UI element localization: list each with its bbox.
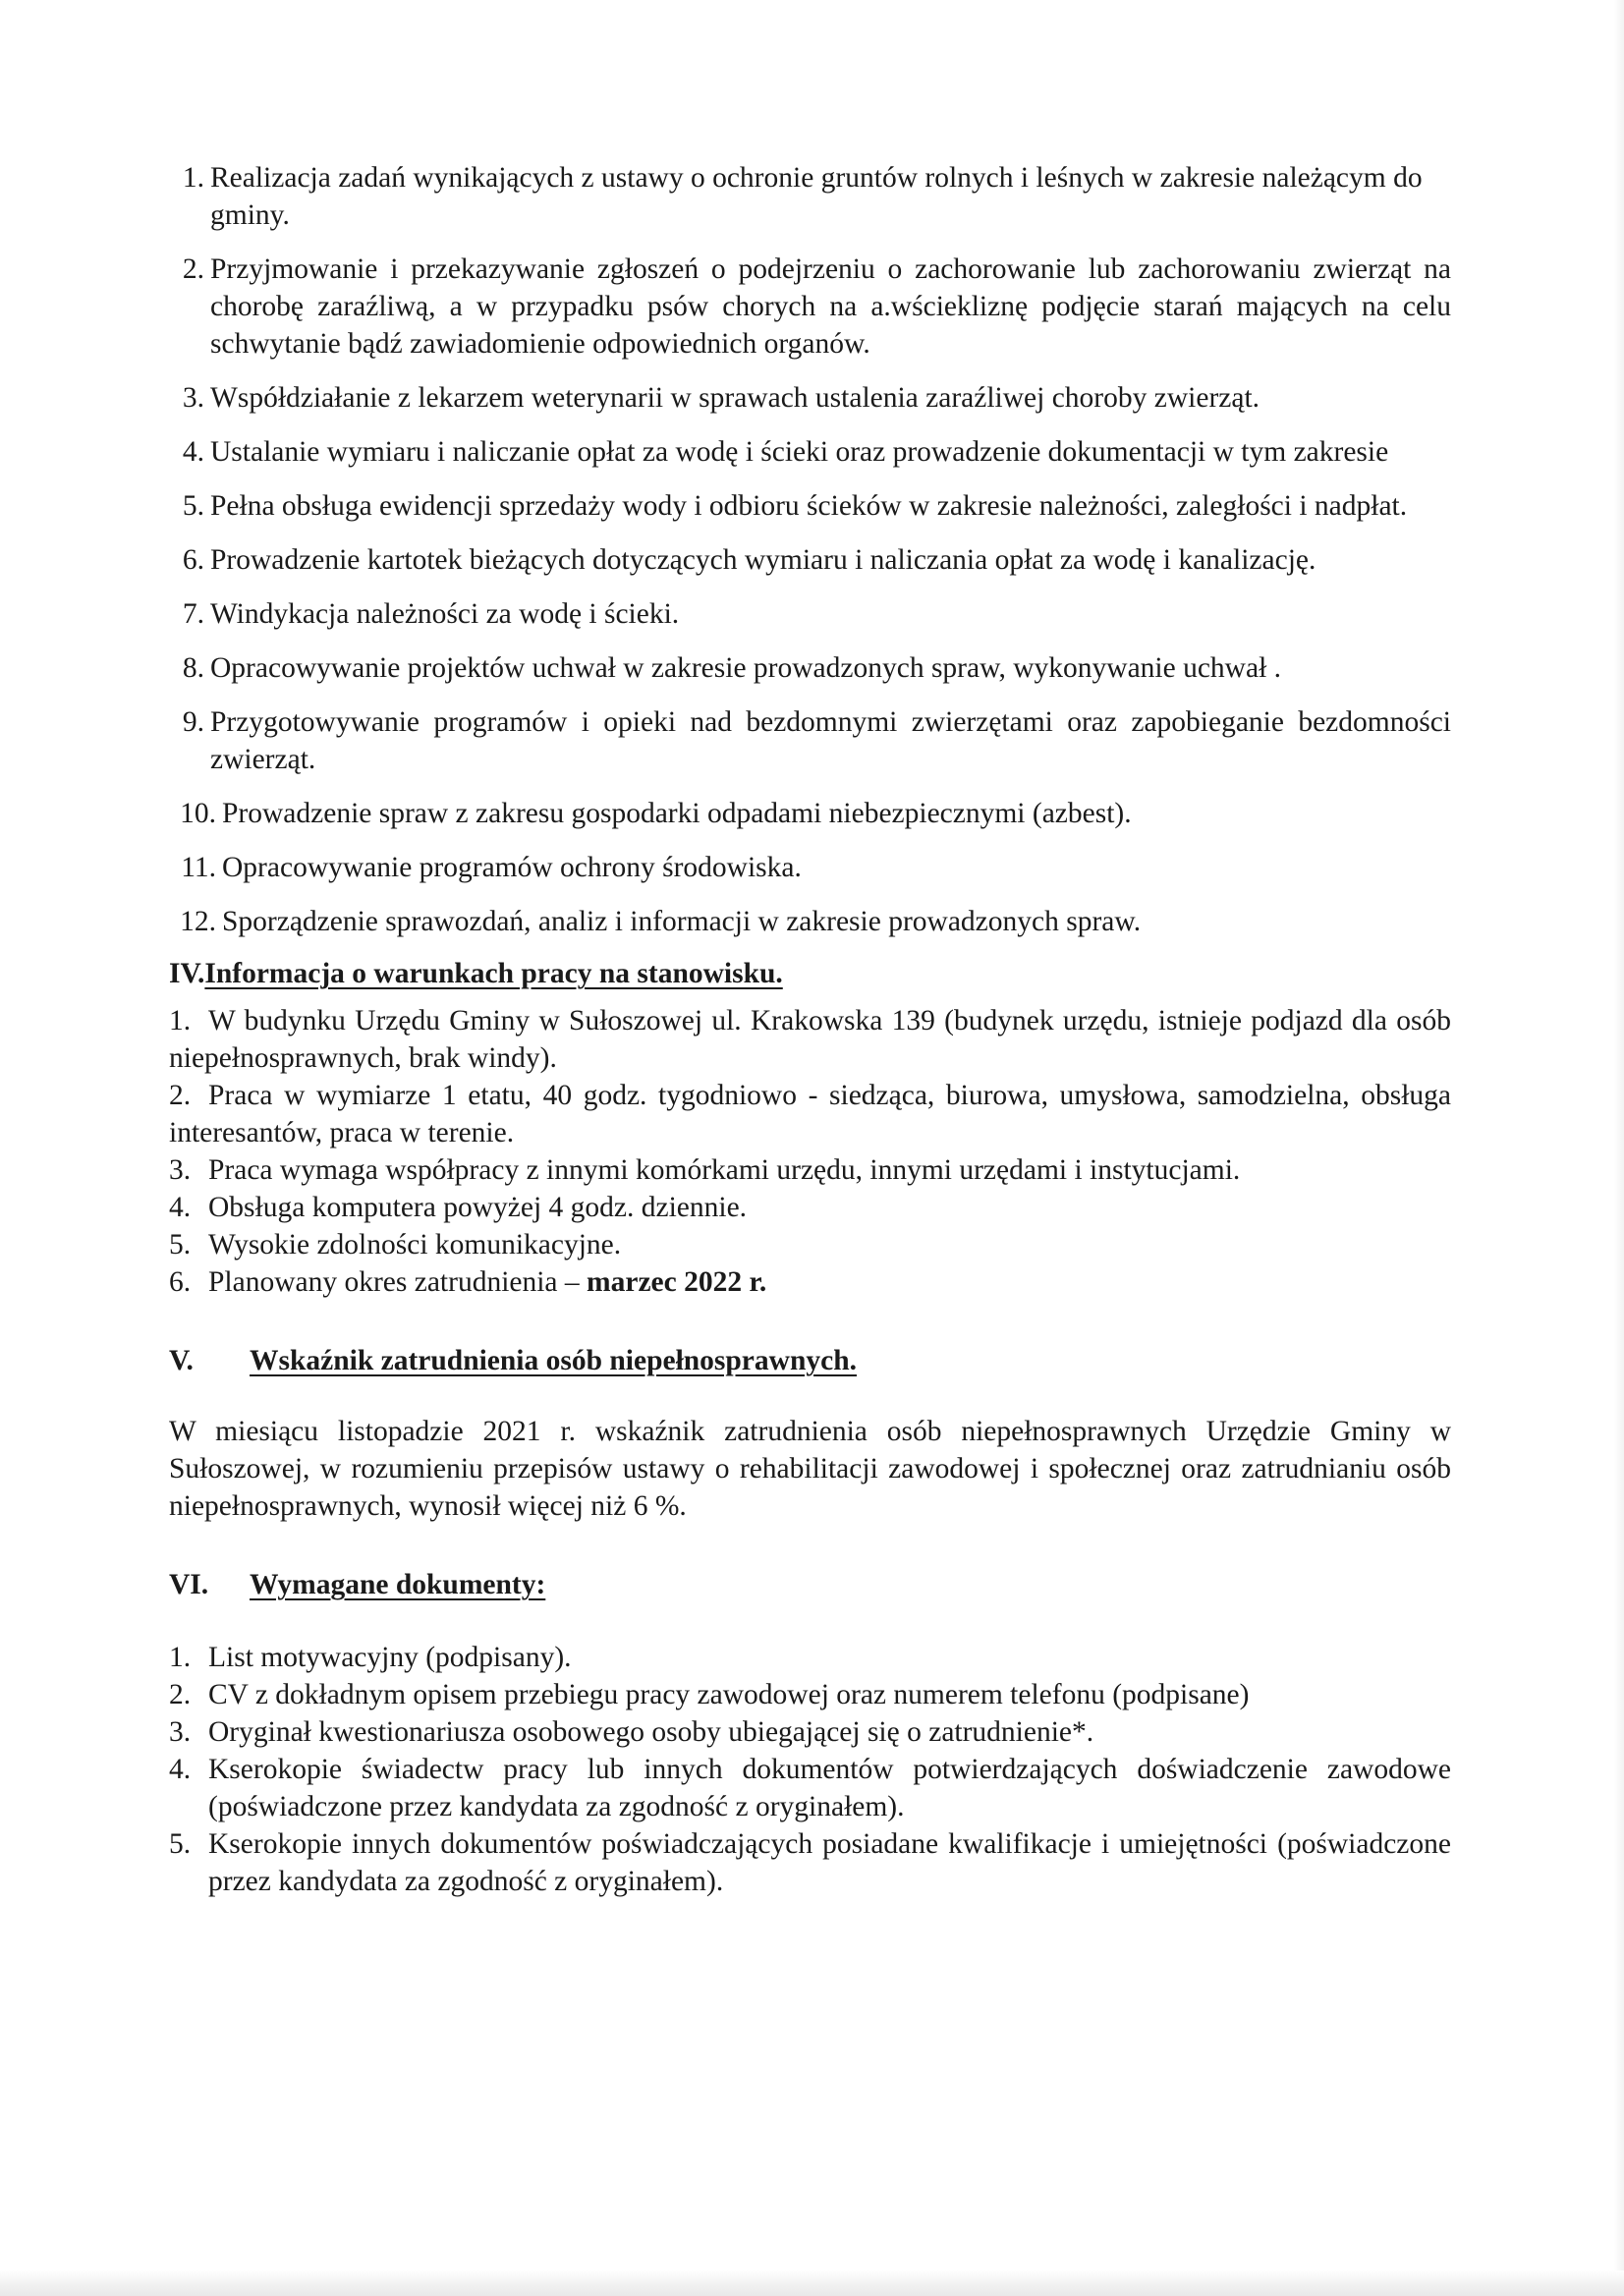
item-text: Prowadzenie spraw z zakresu gospodarki odpadami niebezpiecznymi (azbest). [222,798,1132,829]
item-number: 3. [169,1716,192,1748]
item-number: 6. [169,1266,192,1298]
section-number: V. [169,1345,194,1376]
section-title: Informacja o warunkach pracy na stanowisku. [204,958,783,989]
section-v-heading [169,1342,1451,1379]
item-text: Pełna obsługa ewidencji sprzedaży wody i odbioru ścieków w zakresie należności, zaległości i nadpłat. [210,490,1408,522]
item-text: Obsługa komputera powyżej 4 godz. dziennie. [208,1192,748,1223]
item-text: Windykacja należności za wodę i ścieki. [210,598,680,630]
item-number: 2. [169,1080,192,1111]
section-title: Wymagane dokumenty: [250,1569,546,1600]
list-item [169,1002,1451,1077]
list-item [169,795,1451,832]
item-number: 2. [182,253,204,285]
list-item [169,649,1451,687]
scan-edge-right [1614,0,1624,2296]
item-text: List motywacyjny (podpisany). [208,1642,572,1673]
item-text: Wysokie zdolności komunikacyjne. [208,1229,622,1260]
item-number: 3. [182,382,204,414]
document-body [169,159,1451,1900]
section-number: IV. [169,958,205,989]
section-vi-list [169,1639,1451,1900]
list-item [169,903,1451,940]
list-item [169,487,1451,525]
list-item [169,1713,1451,1751]
list-item [169,849,1451,886]
item-number: 5. [182,490,204,522]
item-text: Prowadzenie kartotek bieżących dotyczących wymiaru i naliczania opłat za wodę i kanalizację. [210,544,1316,576]
item-number: 4. [169,1192,192,1223]
item-text: Współdziałanie z lekarzem weterynarii w sprawach ustalenia zaraźliwej choroby zwierząt. [210,382,1260,414]
item-text [169,1077,1451,1151]
item-text [169,1002,1451,1077]
item-number: 11. [181,852,216,883]
list-item [169,703,1451,778]
item-number: 1. [182,162,204,194]
section-number: VI. [169,1569,209,1600]
item-number: 8. [182,652,204,684]
item-text: Opracowywanie programów ochrony środowiska. [222,852,802,883]
item-text-content: Praca w wymiarze 1 etatu, 40 godz. tygodniowo - siedząca, biurowa, umysłowa, samodzielna, obsługa interesantów, praca w terenie. [169,1080,1451,1148]
item-number: 5. [169,1828,192,1860]
item-text-content: Planowany okres zatrudnienia – [208,1266,588,1298]
section-vi-heading [169,1566,1451,1603]
item-text: CV z dokładnym opisem przebiegu pracy zawodowej oraz numerem telefonu (podpisane) [208,1679,1250,1710]
item-number: 4. [182,436,204,468]
item-text: Ustalanie wymiaru i naliczanie opłat za wodę i ścieki oraz prowadzenie dokumentacji w tym zakresie [210,436,1389,468]
item-number: 2. [169,1679,192,1710]
list-item [169,1751,1451,1825]
list-item [169,1676,1451,1713]
item-number: 7. [182,598,204,630]
item-text: Kserokopie innych dokumentów poświadczających posiadane kwalifikacje i umiejętności (poświadczone przez kandydata za zgodność z oryginałem). [208,1828,1451,1897]
section-v-paragraph: W miesiącu listopadzie 2021 r. wskaźnik zatrudnienia osób niepełnosprawnych Urzędzie Gminy w Sułoszowej, w rozumieniu przepisów ustawy o rehabilitacji zawodowej i społecznej oraz zatrudnianiu osób niepełnosprawnych, wynosił więcej niż 6 %. [169,1416,1451,1522]
item-text-content: W budynku Urzędu Gminy w Sułoszowej ul. Krakowska 139 (budynek urzędu, istnieje podjazd dla osób niepełnosprawnych, brak windy). [169,1005,1451,1074]
item-number: 1. [169,1005,192,1036]
item-text: Sporządzenie sprawozdań, analiz i informacji w zakresie prowadzonych spraw. [222,906,1142,937]
list-item [169,251,1451,363]
list-item [169,159,1451,234]
list-item [169,1189,1451,1226]
item-number: 12. [180,906,216,937]
item-text: Oryginał kwestionariusza osobowego osoby ubiegającej się o zatrudnienie*. [208,1716,1094,1748]
list-item [169,541,1451,579]
item-number: 3. [169,1154,192,1186]
item-text: Praca wymaga współpracy z innymi komórkami urzędu, innymi urzędami i instytucjami. [208,1154,1241,1186]
item-text-bold: marzec 2022 r. [587,1266,767,1298]
scan-edge-bottom [0,2270,1624,2296]
list-item [169,379,1451,417]
item-number: 1. [169,1642,192,1673]
item-number: 10. [180,798,216,829]
list-item [169,1077,1451,1151]
section-title: Wskaźnik zatrudnienia osób niepełnosprawnych. [250,1345,857,1376]
list-item [169,1151,1451,1189]
item-number: 4. [169,1754,192,1785]
list-item [169,1226,1451,1263]
list-item [169,1639,1451,1676]
list-item [169,595,1451,633]
list-item [169,1263,1451,1301]
list-item [169,433,1451,471]
item-text [208,1263,1451,1301]
item-number: 6. [182,544,204,576]
item-text: Przygotowywanie programów i opieki nad bezdomnymi zwierzętami oraz zapobieganie bezdomności zwierząt. [210,706,1451,775]
section-iv-list [169,1002,1451,1301]
item-text: Przyjmowanie i przekazywanie zgłoszeń o podejrzeniu o zachorowanie lub zachorowaniu zwierząt na chorobę zaraźliwą, a w przypadku psów chorych na a.wściekliznę podjęcie starań mających na celu schwytanie bądź zawiadomienie odpowiednich organów. [210,253,1451,360]
item-text: Realizacja zadań wynikających z ustawy o ochronie gruntów rolnych i leśnych w zakresie należącym do gminy. [210,162,1423,231]
item-number: 5. [169,1229,192,1260]
item-text: Opracowywanie projektów uchwał w zakresie prowadzonych spraw, wykonywanie uchwał . [210,652,1282,684]
list-item [169,1825,1451,1900]
item-number: 9. [182,706,204,738]
tasks-list [169,159,1451,940]
section-iv-heading [169,955,1451,992]
item-text: Kserokopie świadectw pracy lub innych dokumentów potwierdzających doświadczenie zawodowe (poświadczone przez kandydata za zgodność z oryginałem). [208,1754,1451,1822]
